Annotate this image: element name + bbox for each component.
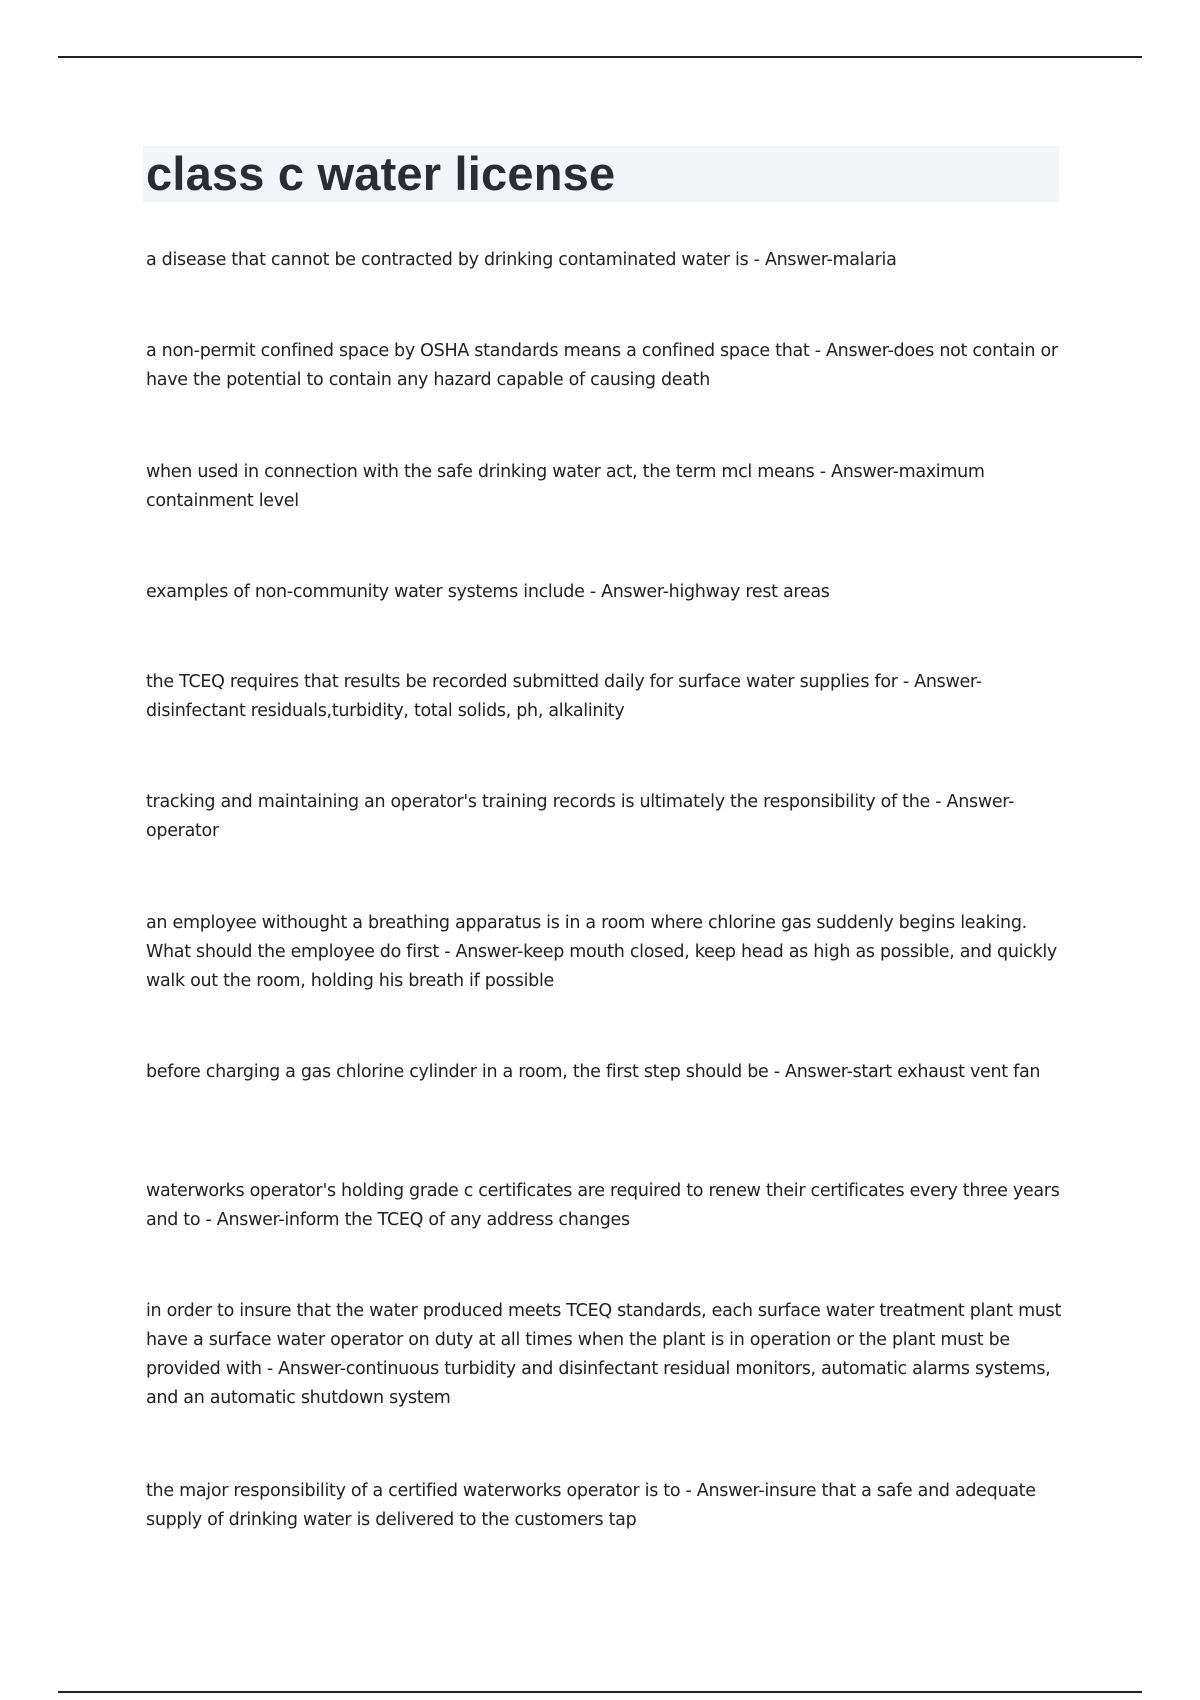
top-rule — [58, 56, 1142, 58]
qa-entry: waterworks operator's holding grade c certificates are required to renew their certificates every three years and to - Answer-inform the TCEQ of any address changes — [146, 1181, 1060, 1230]
document-title: class c water license — [146, 147, 616, 200]
qa-entry: an employee withought a breathing apparatus is in a room where chlorine gas suddenly begins leaking. What should the employee do first - Answer-keep mouth closed, keep head as high as possible, and quickly walk out the room, holding his breath if possible — [146, 913, 1057, 991]
qa-entry: when used in connection with the safe drinking water act, the term mcl means - Answer-maximum containment level — [146, 462, 985, 511]
qa-entry: a non-permit confined space by OSHA standards means a confined space that - Answer-does not contain or have the potential to contain any hazard capable of causing death — [146, 341, 1058, 390]
bottom-rule — [58, 1691, 1142, 1693]
qa-entry: the major responsibility of a certified waterworks operator is to - Answer-insure that a safe and adequate supply of drinking water is delivered to the customers tap — [146, 1481, 1036, 1530]
qa-entry: before charging a gas chlorine cylinder in a room, the first step should be - Answer-start exhaust vent fan — [146, 1062, 1041, 1082]
qa-entry: a disease that cannot be contracted by drinking contaminated water is - Answer-malaria — [146, 250, 897, 270]
qa-entry: examples of non-community water systems include - Answer-highway rest areas — [146, 582, 830, 602]
qa-entry: tracking and maintaining an operator's training records is ultimately the responsibility of the - Answer-operator — [146, 792, 1015, 841]
qa-entry: in order to insure that the water produced meets TCEQ standards, each surface water treatment plant must have a surface water operator on duty at all times when the plant is in operation or the plant must be provided with - Answer-continuous turbidity and disinfectant residual monitors, automatic alarms systems, and an automatic shutdown system — [146, 1301, 1062, 1408]
qa-entry: the TCEQ requires that results be recorded submitted daily for surface water supplies for - Answer-disinfectant residuals,turbidity, total solids, ph, alkalinity — [146, 672, 982, 721]
